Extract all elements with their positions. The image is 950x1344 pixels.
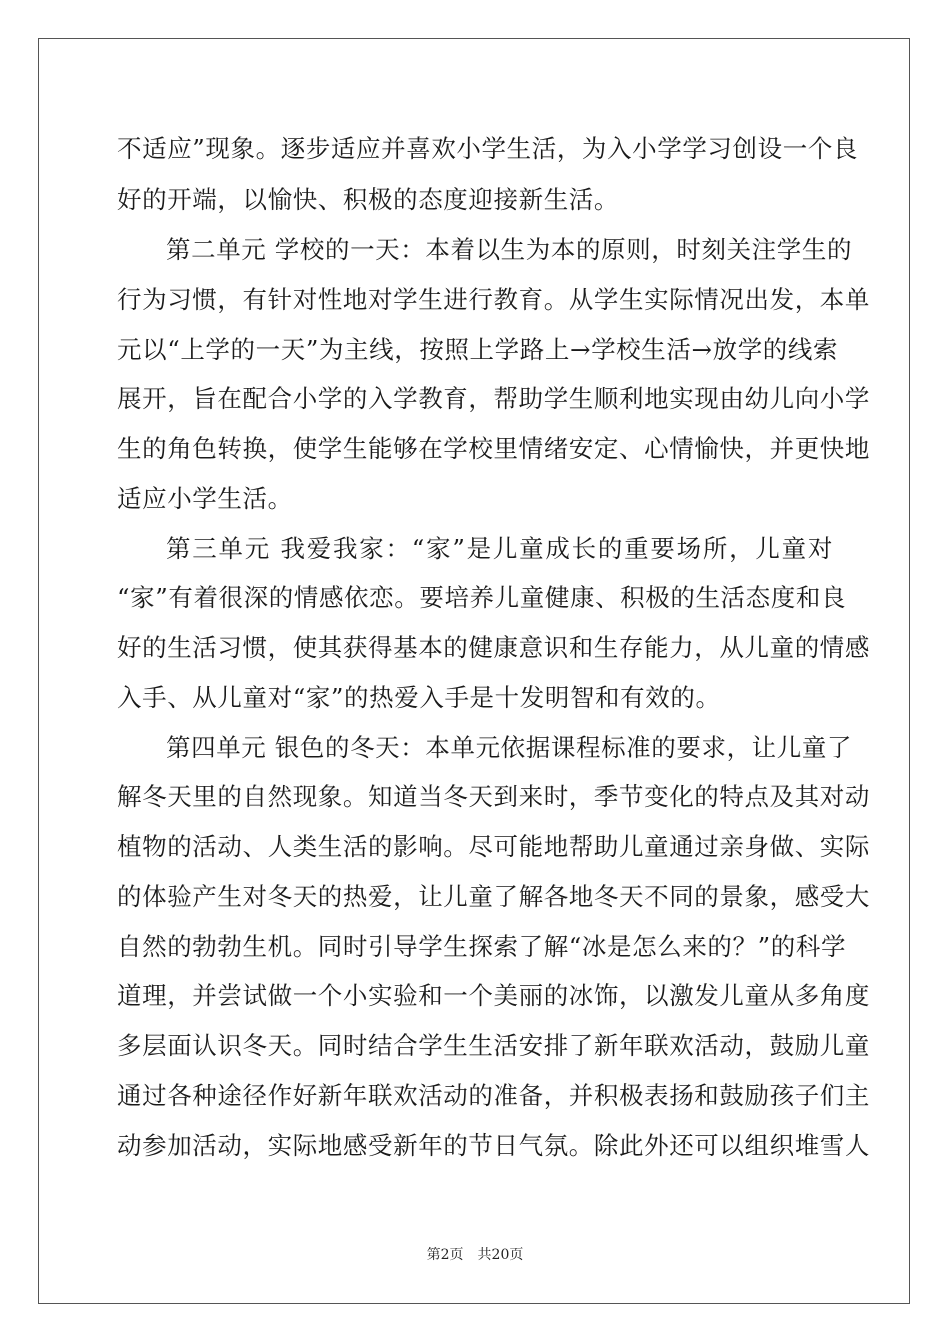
text-line: 自然的勃勃生机。同时引导学生探索了解“冰是怎么来的？”的科学 [117, 932, 847, 961]
text-line: 展开，旨在配合小学的入学教育，帮助学生顺利地实现由幼儿向小学 [117, 384, 870, 413]
text-line: 元以“上学的一天”为主线，按照上学路上→学校生活→放学的线索 [117, 335, 839, 364]
text-line: 解冬天里的自然现象。知道当冬天到来时，季节变化的特点及其对动 [117, 782, 870, 811]
text-line: 的体验产生对冬天的热爱，让儿童了解各地冬天不同的景象，感受大 [117, 882, 870, 911]
page-total: 共20页 [477, 1247, 524, 1263]
page-number: 第2页 [426, 1247, 464, 1263]
text-line: 好的生活习惯，使其获得基本的健康意识和生存能力，从儿童的情感 [117, 633, 870, 662]
text-line: 多层面认识冬天。同时结合学生生活安排了新年联欢活动，鼓励儿童 [117, 1031, 870, 1060]
text-line: 生的角色转换，使学生能够在学校里情绪安定、心情愉快，并更快地 [117, 434, 870, 463]
text-line: 道理，并尝试做一个小实验和一个美丽的冰饰，以激发儿童从多角度 [117, 981, 870, 1010]
paragraph-heading-unit-4: 第四单元 银色的冬天：本单元依据课程标准的要求，让儿童了 [166, 733, 853, 762]
page-frame [38, 38, 910, 1304]
paragraph-heading-unit-3: 第三单元 我爱我家：“家”是儿童成长的重要场所，儿童对 [166, 534, 833, 563]
text-line: 好的开端，以愉快、积极的态度迎接新生活。 [117, 185, 619, 214]
text-line: 不适应”现象。逐步适应并喜欢小学生活，为入小学学习创设一个良 [117, 134, 859, 163]
text-line: 行为习惯，有针对性地对学生进行教育。从学生实际情况出发，本单 [117, 285, 870, 314]
page-footer [0, 1246, 950, 1264]
text-line: “家”有着很深的情感依恋。要培养儿童健康、积极的生活态度和良 [117, 583, 847, 612]
text-line: 入手、从儿童对“家”的热爱入手是十发明智和有效的。 [117, 683, 721, 712]
text-line: 通过各种途径作好新年联欢活动的准备，并积极表扬和鼓励孩子们主 [117, 1081, 870, 1110]
text-line: 动参加活动，实际地感受新年的节日气氛。除此外还可以组织堆雪人 [117, 1131, 870, 1160]
paragraph-heading-unit-2: 第二单元 学校的一天：本着以生为本的原则，时刻关注学生的 [166, 235, 853, 264]
text-line: 适应小学生活。 [117, 484, 293, 513]
text-line: 植物的活动、人类生活的影响。尽可能地帮助儿童通过亲身做、实际 [117, 832, 870, 861]
